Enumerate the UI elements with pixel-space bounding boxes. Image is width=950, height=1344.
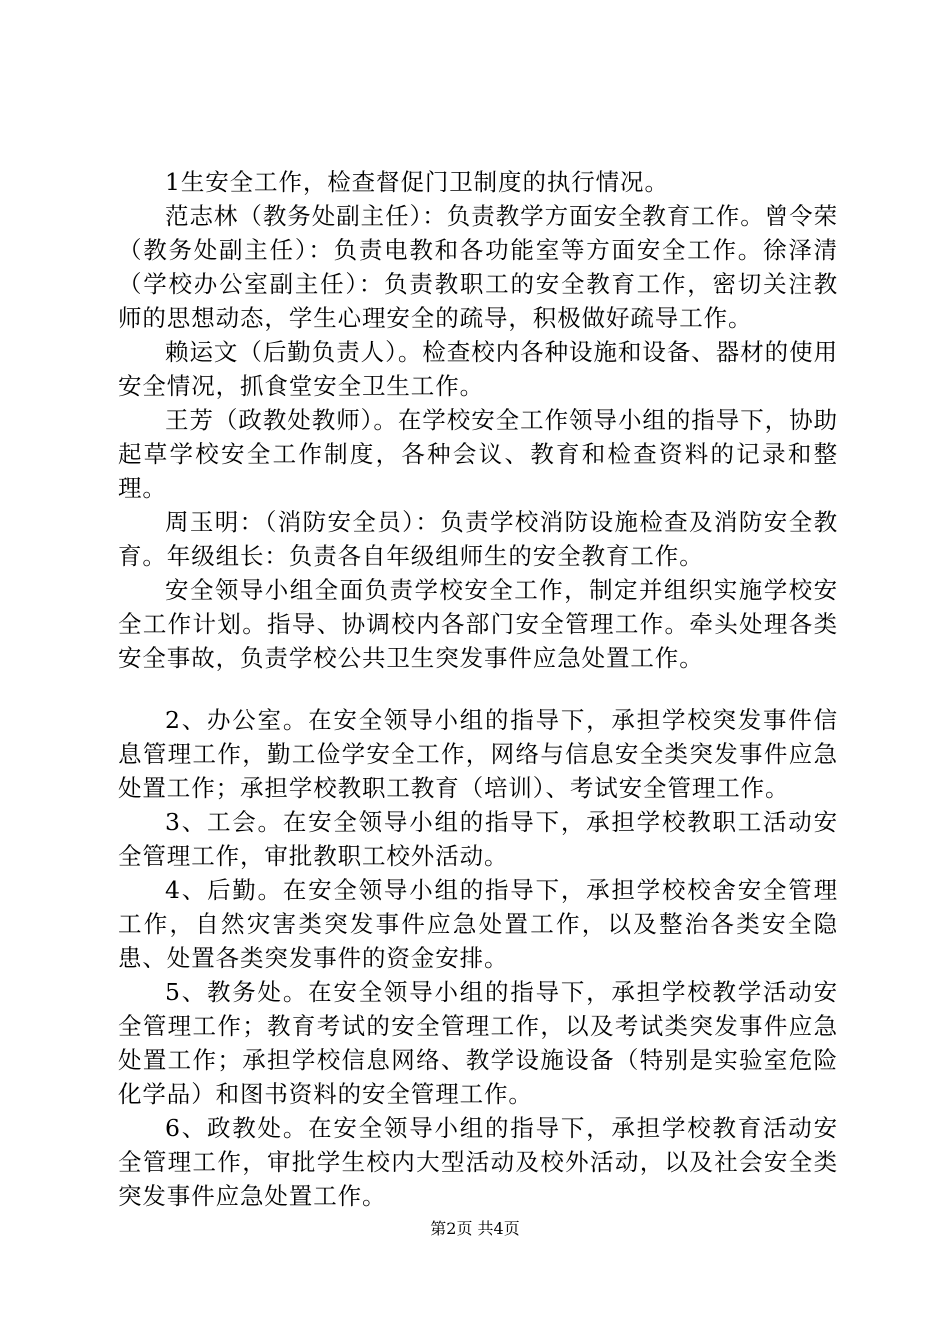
page-footer: 第2页 共4页	[430, 1219, 520, 1238]
paragraph: 周玉明：（消防安全员）：负责学校消防设施检查及消防安全教育。年级组长：负责各自年级组师生的安全教育工作。	[118, 508, 838, 570]
paragraph: 3、工会。在安全领导小组的指导下，承担学校教职工活动安全管理工作，审批教职工校外活动。	[118, 808, 838, 870]
paragraph-gap	[118, 675, 838, 703]
paragraph: 6、政教处。在安全领导小组的指导下，承担学校教育活动安全管理工作，审批学生校内大型活动及校外活动，以及社会安全类突发事件应急处置工作。	[118, 1114, 838, 1210]
paragraph: 安全领导小组全面负责学校安全工作，制定并组织实施学校安全工作计划。指导、协调校内各部门安全管理工作。牵头处理各类安全事故，负责学校公共卫生突发事件应急处置工作。	[118, 576, 838, 672]
paragraph: 王芳（政教处教师）。在学校安全工作领导小组的指导下，协助起草学校安全工作制度，各种会议、教育和检查资料的记录和整理。	[118, 406, 838, 502]
document-body	[118, 165, 838, 1213]
paragraph: 5、教务处。在安全领导小组的指导下，承担学校教学活动安全管理工作；教育考试的安全管理工作，以及考试类突发事件应急处置工作；承担学校信息网络、教学设施设备（特别是实验室危险化学品）和图书资料的安全管理工作。	[118, 978, 838, 1108]
paragraph: 范志林（教务处副主任）：负责教学方面安全教育工作。曾令荣（教务处副主任）：负责电教和各功能室等方面安全工作。徐泽清（学校办公室副主任）：负责教职工的安全教育工作，密切关注教师的思想动态，学生心理安全的疏导，积极做好疏导工作。	[118, 202, 838, 332]
paragraph: 赖运文（后勤负责人）。检查校内各种设施和设备、器材的使用安全情况，抓食堂安全卫生工作。	[118, 338, 838, 400]
paragraph: 1生安全工作，检查督促门卫制度的执行情况。	[165, 168, 669, 196]
paragraph: 2、办公室。在安全领导小组的指导下，承担学校突发事件信息管理工作，勤工俭学安全工作，网络与信息安全类突发事件应急处置工作；承担学校教职工教育（培训）、考试安全管理工作。	[118, 706, 838, 802]
paragraph: 4、后勤。在安全领导小组的指导下，承担学校校舍安全管理工作，自然灾害类突发事件应急处置工作，以及整治各类安全隐患、处置各类突发事件的资金安排。	[118, 876, 838, 972]
